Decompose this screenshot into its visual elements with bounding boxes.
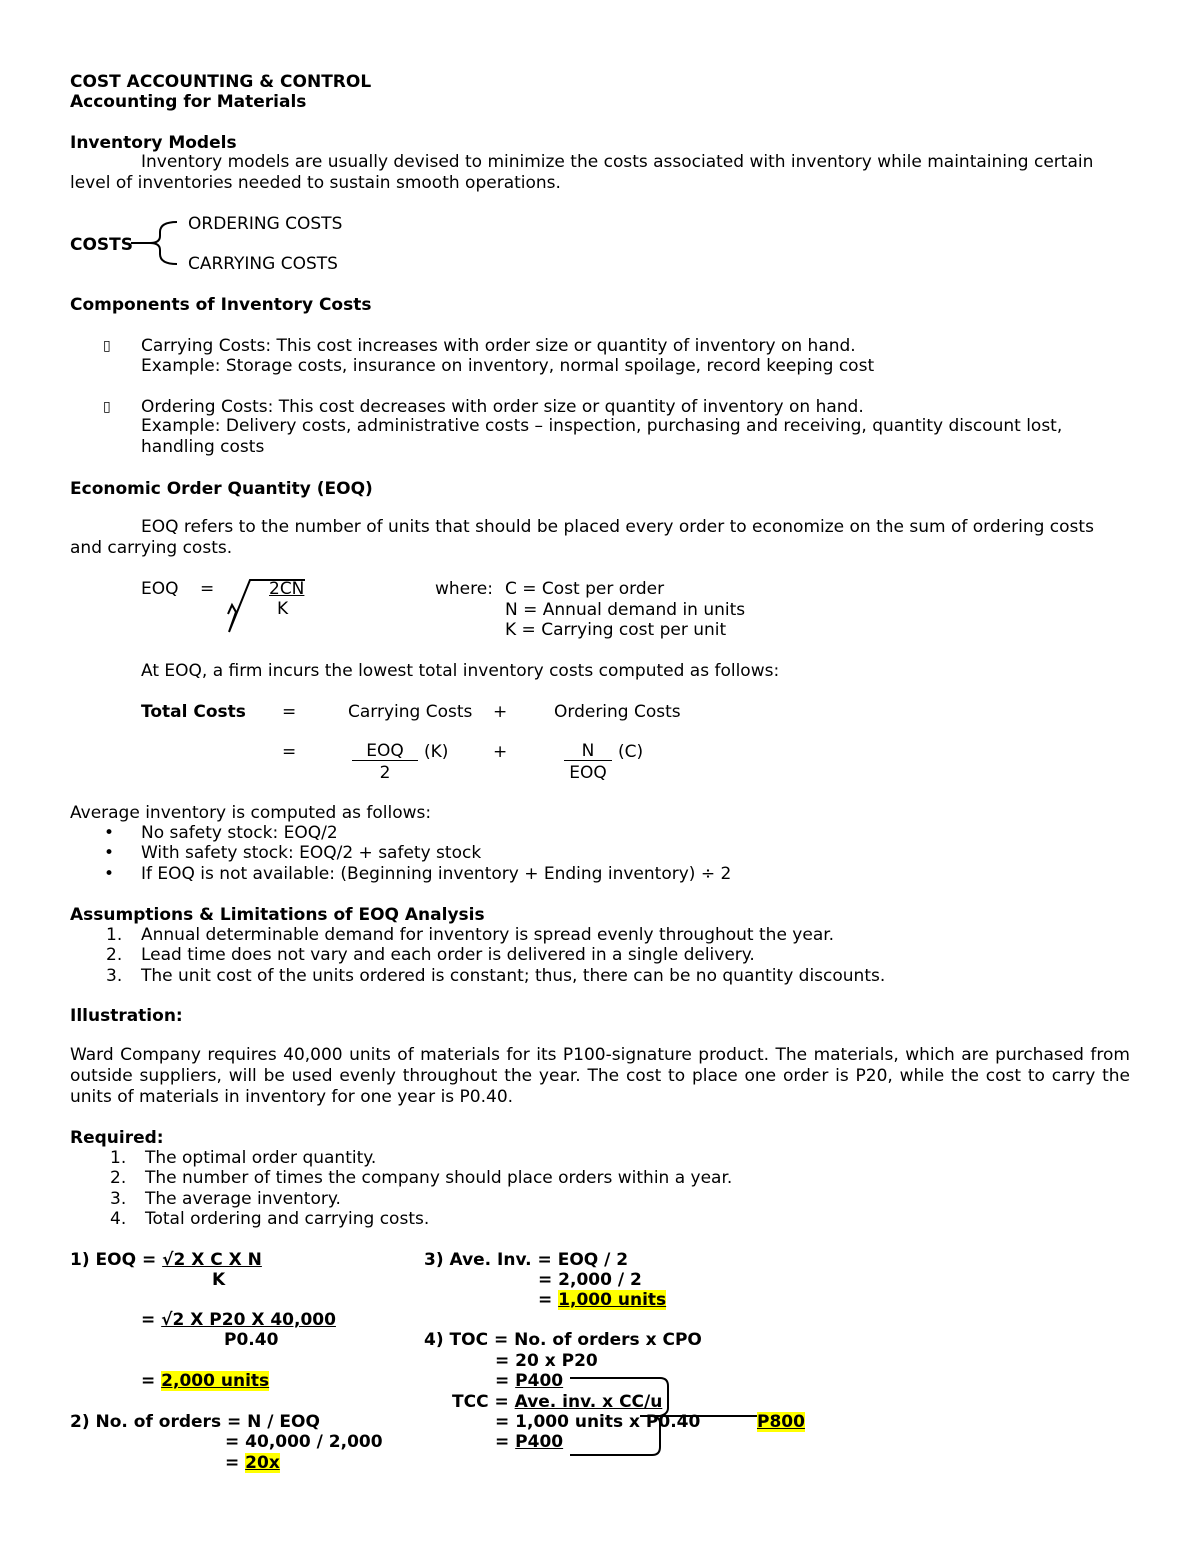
fraction-numerator: EOQ — [352, 742, 418, 761]
bullet-icon: ▯ — [103, 338, 111, 354]
total-cost-answer: P800 — [757, 1412, 805, 1432]
list-item: Ordering Costs: This cost decreases with order size or quantity of inventory on hand. — [141, 397, 864, 417]
solution-4-step: = 20 x P20 — [495, 1351, 598, 1371]
solution-1: 1) EOQ = √2 X C X N — [70, 1250, 262, 1270]
paragraph: Average inventory is computed as follows: — [70, 803, 432, 823]
formula-denominator: K — [277, 599, 289, 619]
list-number: 3. — [106, 966, 123, 986]
solution-4-tcc: TCC = Ave. inv. x CC/u — [452, 1392, 663, 1412]
definition-n: N = Annual demand in units — [505, 600, 746, 620]
solution-1-denominator: P0.40 — [224, 1330, 279, 1350]
list-item: The optimal order quantity. — [145, 1148, 377, 1168]
list-number: 2. — [110, 1168, 127, 1188]
list-number: 2. — [106, 945, 123, 965]
fraction-denominator: EOQ — [569, 763, 607, 783]
list-number: 4. — [110, 1209, 127, 1229]
section-heading: Illustration: — [70, 1006, 183, 1026]
bullet-icon: ▯ — [103, 399, 111, 415]
list-number: 1. — [110, 1148, 127, 1168]
formula-left: EOQ — [141, 579, 179, 599]
list-item: The unit cost of the units ordered is constant; thus, there can be no quantity discounts. — [141, 966, 886, 986]
list-number: 1. — [106, 925, 123, 945]
paragraph: EOQ refers to the number of units that should be placed every order to economize on the sum of ordering costs and carrying costs. — [70, 517, 1094, 558]
formula-numerator: 2CN — [269, 579, 305, 599]
solution-3-step: = 2,000 / 2 — [538, 1270, 642, 1290]
section-heading: Inventory Models — [70, 133, 237, 153]
carrying-costs-term: Carrying Costs — [348, 702, 473, 722]
paragraph: Inventory models are usually devised to minimize the costs associated with inventory while maintaining certain level of inventories needed to sustain smooth operations. — [70, 152, 1094, 193]
plus-sign: + — [493, 702, 508, 722]
list-item: Annual determinable demand for inventory is spread evenly throughout the year. — [141, 925, 835, 945]
bullet-icon: • — [104, 864, 115, 884]
solution-2: 2) No. of orders = N / EOQ — [70, 1412, 320, 1432]
paragraph: At EOQ, a firm incurs the lowest total inventory costs computed as follows: — [141, 661, 780, 681]
solution-1-answer: = 2,000 units — [141, 1371, 270, 1391]
section-heading: Assumptions & Limitations of EOQ Analysis — [70, 905, 485, 925]
list-item: Carrying Costs: This cost increases with order size or quantity of inventory on hand. — [141, 336, 856, 356]
list-item: With safety stock: EOQ/2 + safety stock — [141, 843, 482, 863]
fraction-multiplier: (K) — [424, 742, 449, 762]
fraction-denominator: 2 — [379, 763, 391, 783]
paragraph: Ward Company requires 40,000 units of materials for its P100-signature product. The materials, which are purchased from outside suppliers, will be used evenly throughout the year. The cost to place one order is P20, while the cost to carry the units of materials in inventory for one year is P0.40. — [70, 1045, 1130, 1107]
list-item: Example: Delivery costs, administrative costs – inspection, purchasing and receiving, quantity discount lost, handling costs — [141, 416, 1063, 457]
ordering-costs-label: ORDERING COSTS — [188, 214, 343, 234]
total-costs-label: Total Costs — [141, 702, 246, 722]
solution-4-step: = 1,000 units x P0.40 — [495, 1412, 701, 1432]
section-heading: Required: — [70, 1128, 164, 1148]
solution-3: 3) Ave. Inv. = EOQ / 2 — [424, 1250, 629, 1270]
list-number: 3. — [110, 1189, 127, 1209]
solution-4: 4) TOC = No. of orders x CPO — [424, 1330, 702, 1350]
list-item: Lead time does not vary and each order is delivered in a single delivery. — [141, 945, 755, 965]
solution-3-answer: = 1,000 units — [538, 1290, 667, 1310]
definition-c: C = Cost per order — [505, 579, 665, 599]
solution-4-toc: = P400 — [495, 1371, 564, 1391]
list-item: Total ordering and carrying costs. — [145, 1209, 430, 1229]
solution-2-answer: = 20x — [225, 1453, 280, 1473]
bullet-icon: • — [104, 823, 115, 843]
solution-1-step: = √2 X P20 X 40,000 — [141, 1310, 336, 1330]
where-label: where: — [435, 579, 493, 599]
plus-sign: + — [493, 742, 508, 762]
bullet-icon: • — [104, 843, 115, 863]
list-item: Example: Storage costs, insurance on inventory, normal spoilage, record keeping cost — [141, 356, 875, 376]
list-item: No safety stock: EOQ/2 — [141, 823, 338, 843]
costs-label: COSTS — [70, 235, 134, 255]
section-heading: Components of Inventory Costs — [70, 295, 372, 315]
definition-k: K = Carrying cost per unit — [505, 620, 727, 640]
equals-sign: = — [282, 702, 297, 722]
fraction-multiplier: (C) — [618, 742, 644, 762]
list-item: The average inventory. — [145, 1189, 341, 1209]
list-item: The number of times the company should place orders within a year. — [145, 1168, 733, 1188]
ordering-costs-term: Ordering Costs — [554, 702, 681, 722]
equals-sign: = — [200, 579, 215, 599]
section-heading: Economic Order Quantity (EOQ) — [70, 479, 373, 499]
topic-title: Accounting for Materials — [70, 92, 307, 112]
solution-1-denominator: K — [212, 1270, 226, 1290]
list-item: If EOQ is not available: (Beginning inventory + Ending inventory) ÷ 2 — [141, 864, 732, 884]
course-title: COST ACCOUNTING & CONTROL — [70, 72, 372, 92]
solution-2-step: = 40,000 / 2,000 — [225, 1432, 383, 1452]
carrying-costs-label: CARRYING COSTS — [188, 254, 338, 274]
solution-4-tcc-answer: = P400 — [495, 1432, 564, 1452]
equals-sign: = — [282, 742, 297, 762]
fraction-numerator: N — [564, 742, 612, 761]
